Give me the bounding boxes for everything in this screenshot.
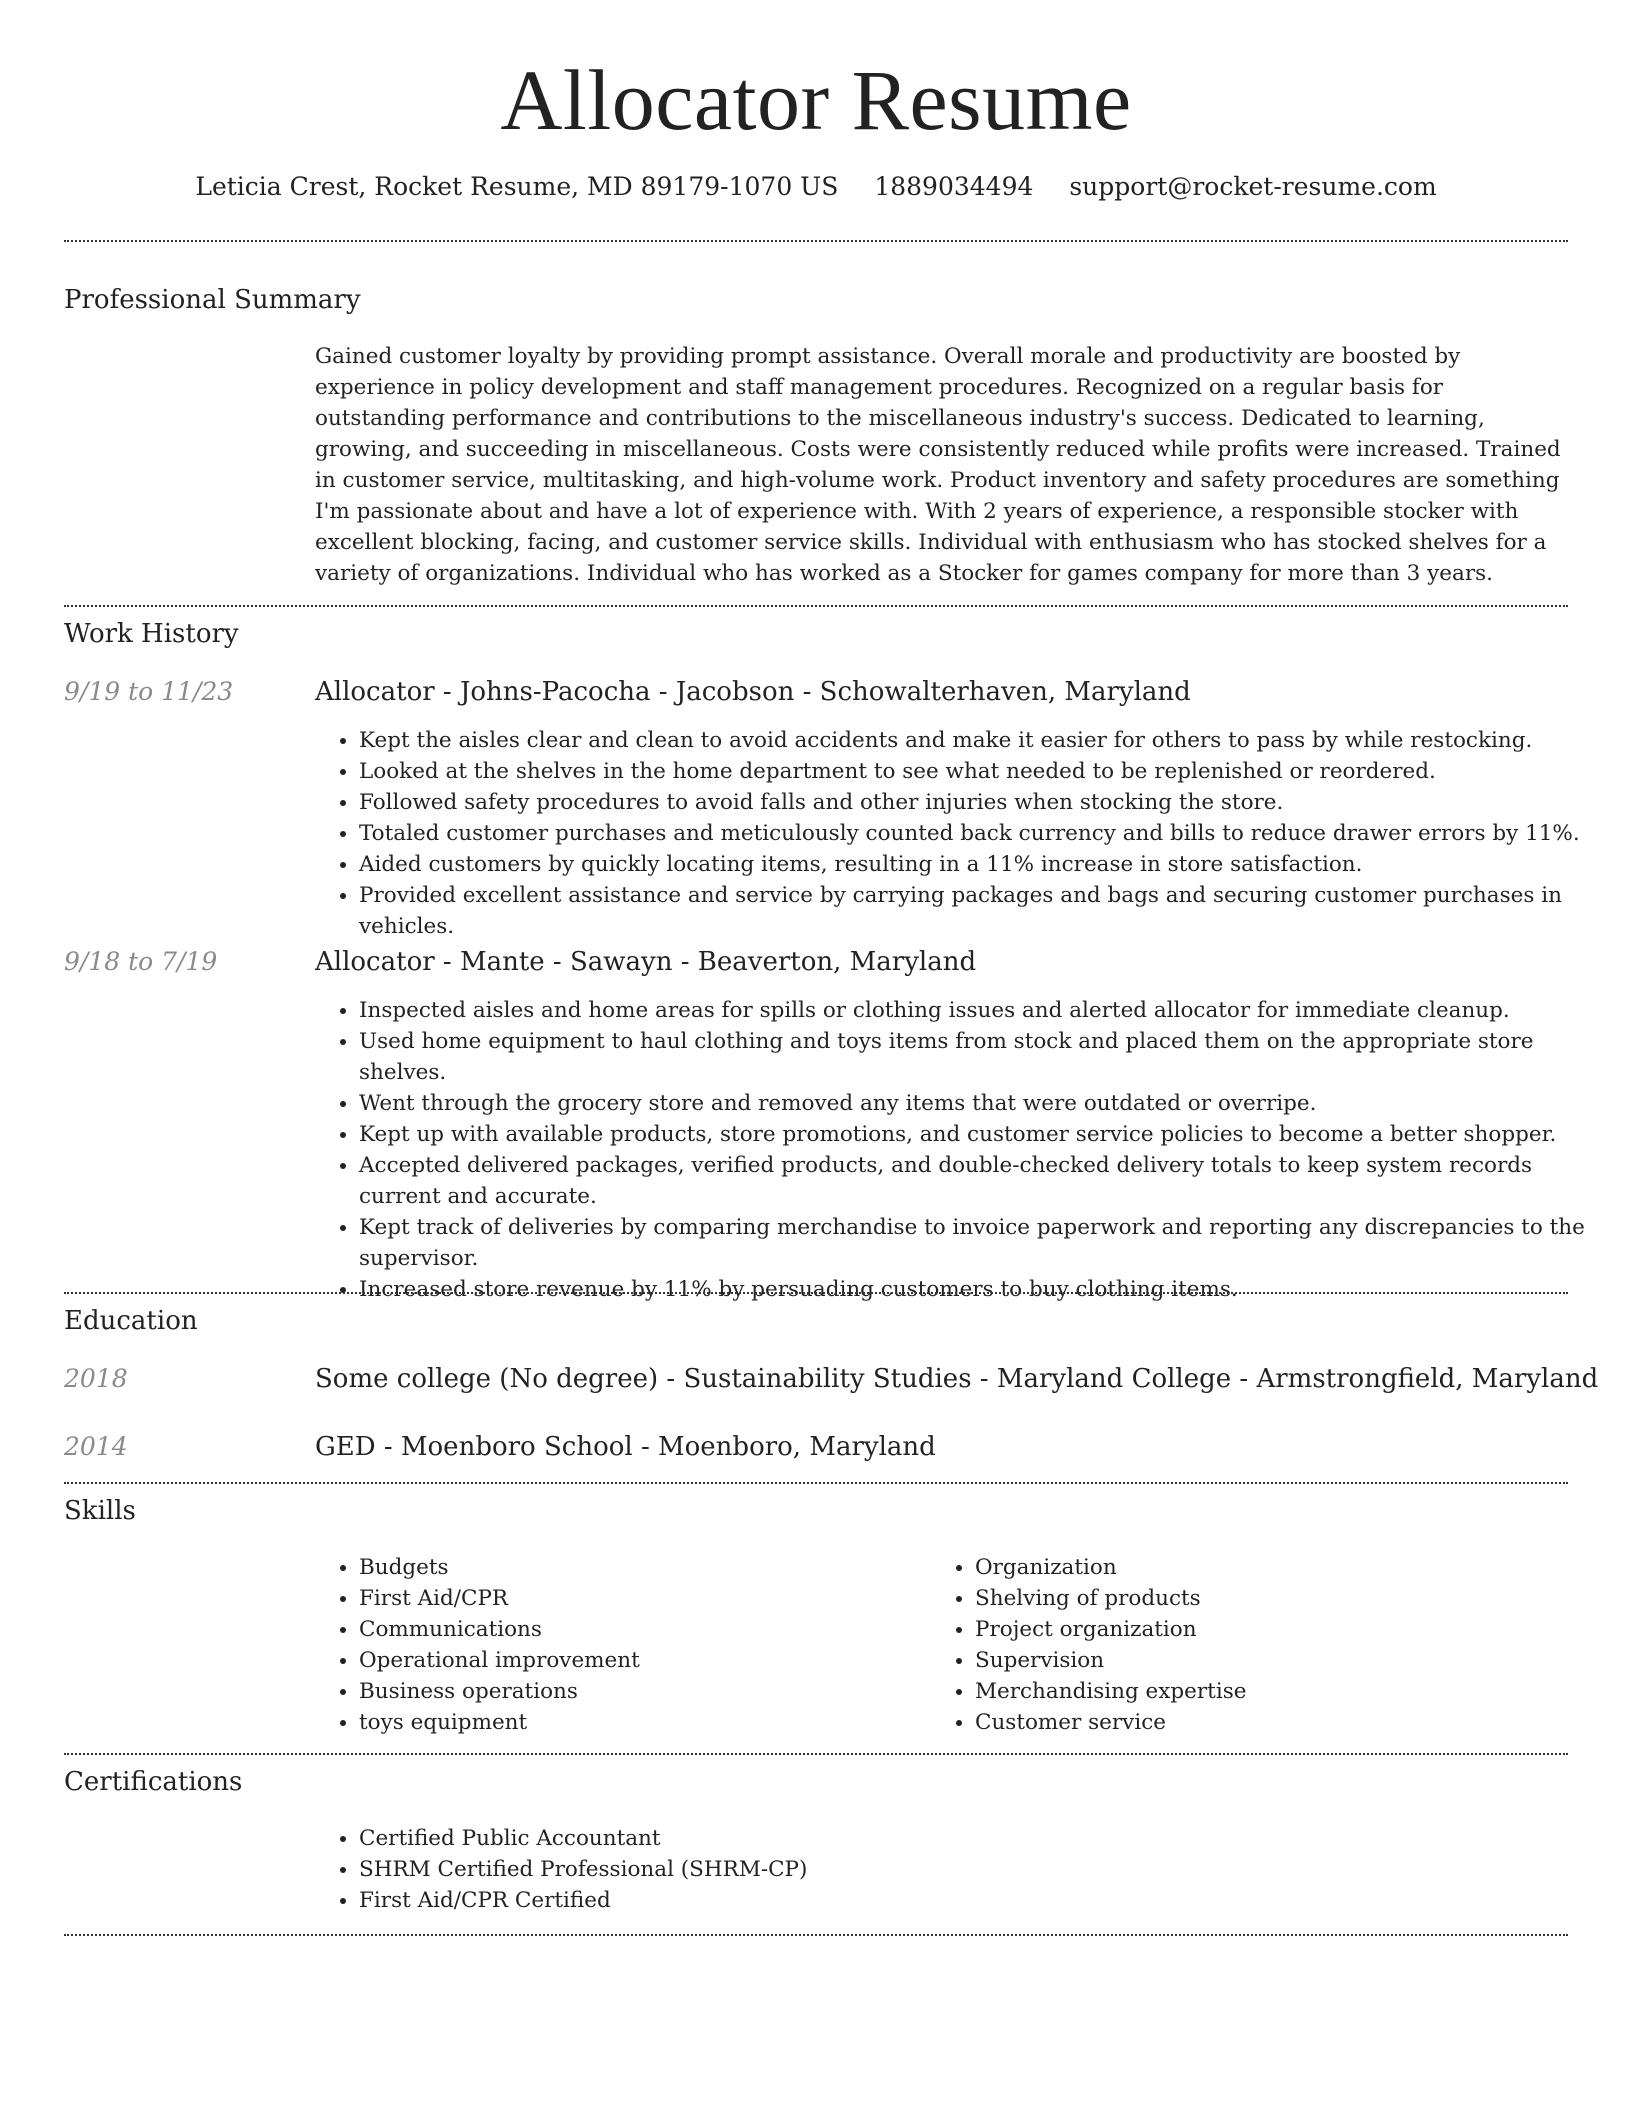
resume-title: Allocator Resume <box>500 52 1132 148</box>
list-item: • Accepted delivered packages, verified products, and double-checked delivery totals to keep system records current and accurate. <box>359 1150 1609 1212</box>
education-heading: Education <box>64 1306 198 1336</box>
certifications-heading: Certifications <box>64 1767 243 1797</box>
list-item: • Supervision <box>975 1645 1535 1676</box>
list-item: • Increased store revenue by 11% by persuading customers to buy clothing items. <box>359 1274 1609 1305</box>
job-dates: 9/18 to 7/19 <box>64 947 218 976</box>
work-history-heading: Work History <box>64 619 239 649</box>
list-item: • First Aid/CPR <box>359 1583 919 1614</box>
section-divider <box>64 1753 1568 1755</box>
list-item: • First Aid/CPR Certified <box>359 1885 1609 1916</box>
list-item: • Provided excellent assistance and service by carrying packages and bags and securing customer purchases in vehicles. <box>359 880 1609 942</box>
list-item: • SHRM Certified Professional (SHRM-CP) <box>359 1854 1609 1885</box>
education-entry: Some college (No degree) - Sustainability Studies - Maryland College - Armstrongfield, Maryland <box>315 1364 1599 1394</box>
list-item: • Business operations <box>359 1676 919 1707</box>
education-year: 2018 <box>64 1364 128 1393</box>
summary-heading: Professional Summary <box>64 285 361 315</box>
education-entry: GED - Moenboro School - Moenboro, Maryland <box>315 1432 936 1462</box>
list-item: • Totaled customer purchases and meticulously counted back currency and bills to reduce drawer errors by 11%. <box>359 818 1609 849</box>
list-item: • Certified Public Accountant <box>359 1823 1609 1854</box>
list-item: • Kept the aisles clear and clean to avoid accidents and make it easier for others to pass by while restocking. <box>359 725 1609 756</box>
list-item: • Inspected aisles and home areas for spills or clothing issues and alerted allocator for immediate cleanup. <box>359 995 1609 1026</box>
job-title: Allocator - Mante - Sawayn - Beaverton, Maryland <box>315 947 977 977</box>
section-divider <box>64 605 1568 607</box>
list-item: • Communications <box>359 1614 919 1645</box>
job-title: Allocator - Johns-Pacocha - Jacobson - Schowalterhaven, Maryland <box>315 677 1191 707</box>
list-item: • Used home equipment to haul clothing and toys items from stock and placed them on the appropriate store shelves. <box>359 1026 1609 1088</box>
list-item: • Aided customers by quickly locating items, resulting in a 11% increase in store satisfaction. <box>359 849 1609 880</box>
list-item: • Followed safety procedures to avoid falls and other injuries when stocking the store. <box>359 787 1609 818</box>
list-item: • Budgets <box>359 1552 919 1583</box>
list-item: • toys equipment <box>359 1707 919 1738</box>
job-dates: 9/19 to 11/23 <box>64 677 234 706</box>
list-item: • Operational improvement <box>359 1645 919 1676</box>
contact-phone: 1889034494 <box>874 172 1034 201</box>
job-bullets <box>315 725 1609 942</box>
list-item: • Project organization <box>975 1614 1535 1645</box>
section-divider <box>64 1934 1568 1936</box>
summary-text: Gained customer loyalty by providing prompt assistance. Overall morale and productivity are boosted by experience in policy development and staff management procedures. Recognized on a regular basis for outstanding performance and contributions to the miscellaneous industry's success. Dedicated to learning, growing, and succeeding in miscellaneous. Costs were consistently reduced while profits were increased. Trained in customer service, multitasking, and high-volume work. Product inventory and safety procedures are something I'm passionate about and have a lot of experience with. With 2 years of experience, a responsible stocker with excellent blocking, facing, and customer service skills. Individual with enthusiasm who has stocked shelves for a variety of organizations. Individual who has worked as a Stocker for games company for more than 3 years. <box>315 344 1561 586</box>
list-item: • Kept track of deliveries by comparing merchandise to invoice paperwork and reporting any discrepancies to the supervisor. <box>359 1212 1609 1274</box>
list-item: • Merchandising expertise <box>975 1676 1535 1707</box>
skills-list-left <box>315 1552 919 1738</box>
list-item: • Went through the grocery store and removed any items that were outdated or overripe. <box>359 1088 1609 1119</box>
section-divider <box>64 240 1568 242</box>
certifications-list <box>315 1823 1609 1916</box>
list-item: • Looked at the shelves in the home department to see what needed to be replenished or reordered. <box>359 756 1609 787</box>
job-bullets <box>315 995 1609 1305</box>
section-divider <box>64 1482 1568 1484</box>
section-divider <box>64 1292 1568 1294</box>
list-item: • Customer service <box>975 1707 1535 1738</box>
skills-list-right <box>931 1552 1535 1738</box>
list-item: • Shelving of products <box>975 1583 1535 1614</box>
contact-line <box>0 170 1632 204</box>
list-item: • Kept up with available products, store promotions, and customer service policies to become a better shopper. <box>359 1119 1609 1150</box>
contact-address: Leticia Crest, Rocket Resume, MD 89179-1070 US <box>195 172 839 201</box>
list-item: • Organization <box>975 1552 1535 1583</box>
contact-email: support@rocket-resume.com <box>1069 172 1437 201</box>
skills-heading: Skills <box>64 1496 136 1526</box>
education-year: 2014 <box>64 1432 128 1461</box>
